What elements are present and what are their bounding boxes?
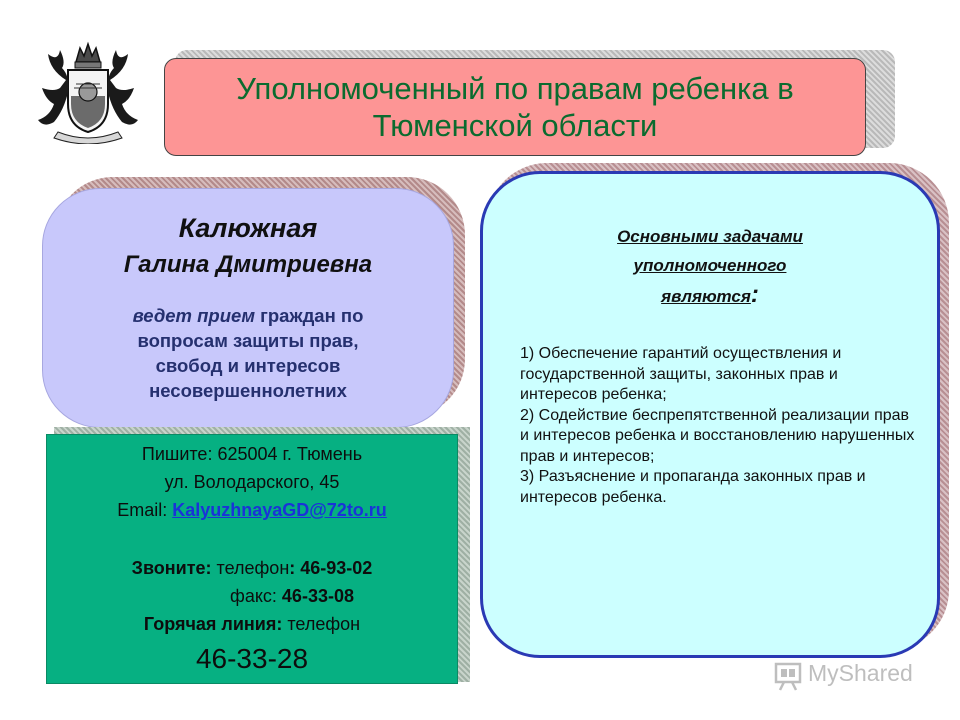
- fax-line: [47, 585, 457, 607]
- desc-line-2: вопросам защиты прав,: [137, 330, 359, 351]
- hotline-number: 46-33-28: [195, 643, 309, 674]
- tasks-list: [520, 344, 919, 508]
- address-write: Пишите: 625004 г. Тюмень: [141, 444, 363, 464]
- desc-line-4: несовершеннолетних: [149, 380, 347, 401]
- task-item-1: 1) Обеспечение гарантий осуществления и государственной защиты, законных прав и интересов ребенка;: [520, 345, 842, 403]
- tasks-heading-line-1: Основными задачами: [617, 227, 803, 246]
- phone-label: телефон: [211, 558, 290, 578]
- call-label: Звоните:: [131, 558, 212, 578]
- watermark-logo-icon: [772, 658, 806, 692]
- hotline-label: Горячая линия:: [143, 614, 283, 634]
- fax-value: 46-33-08: [281, 586, 354, 606]
- task-item-2: 2) Содействие беспрепятственной реализации прав и интересов ребенка и восстановлению нарушенных прав и интересов;: [520, 406, 915, 465]
- person-description: [73, 303, 423, 403]
- call-line: [47, 557, 457, 579]
- task-item-3: 3) Разъяснение и пропаганда законных прав и интересов ребенка.: [520, 468, 866, 506]
- person-card: [42, 188, 454, 428]
- fax-label: факс:: [230, 586, 282, 606]
- tasks-heading-line-2: уполномоченного: [633, 256, 787, 275]
- email-line: [47, 499, 457, 521]
- person-surname: Калюжная: [178, 213, 318, 243]
- desc-line-1: граждан по: [255, 305, 364, 326]
- tasks-heading: [523, 222, 897, 311]
- address-street: ул. Володарского, 45: [164, 472, 340, 492]
- email-label: Email:: [117, 500, 173, 520]
- watermark-text: MyShared: [808, 660, 913, 686]
- desc-line-3: свобод и интересов: [155, 355, 341, 376]
- desc-italic: ведет прием: [132, 305, 256, 326]
- phone-value: : 46-93-02: [289, 558, 373, 578]
- hotline-line: [47, 613, 457, 635]
- watermark: [772, 658, 932, 694]
- email-link[interactable]: KalyuzhnayaGD@72to.ru: [172, 500, 387, 520]
- coat-of-arms-emblem: [28, 40, 148, 144]
- tasks-card: [480, 171, 940, 658]
- tasks-heading-colon: :: [750, 281, 759, 308]
- title-line-1: Уполномоченный по правам ребенка в: [236, 71, 794, 106]
- tasks-heading-line-3: являются: [661, 287, 751, 306]
- title-line-2: Тюменской области: [372, 108, 658, 143]
- contact-card: [46, 434, 458, 684]
- hotline-phone-label: телефон: [282, 614, 361, 634]
- person-name: Галина Дмитриевна: [123, 251, 373, 278]
- title-banner: [164, 58, 866, 156]
